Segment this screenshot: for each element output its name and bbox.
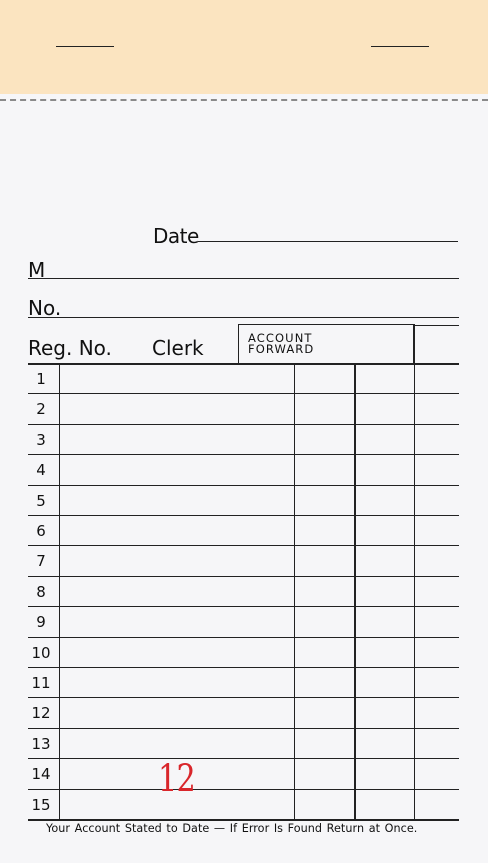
- row-rule: [28, 424, 459, 425]
- row-number: 14: [31, 765, 51, 784]
- account-forward-box: [238, 324, 414, 363]
- account-forward-label: ACCOUNT FORWARD: [248, 331, 315, 356]
- stamp-number: 12: [158, 757, 195, 800]
- row-rule: [28, 758, 459, 759]
- row-rule: [28, 454, 459, 455]
- header-rule: [28, 363, 459, 365]
- row-number: 15: [31, 795, 51, 814]
- row-rule: [28, 515, 459, 516]
- row-rule: [28, 545, 459, 546]
- no-label: No.: [28, 296, 62, 320]
- amount-column-rule: [294, 363, 295, 819]
- m-label: M: [28, 258, 46, 282]
- stub-line-right: [371, 46, 429, 47]
- row-rule: [28, 789, 459, 790]
- customer-field-line[interactable]: [28, 278, 459, 279]
- reg-column-rule: [59, 363, 60, 819]
- row-number: 3: [36, 430, 46, 449]
- row-number: 1: [36, 370, 46, 388]
- extra-column-rule: [414, 324, 415, 819]
- number-field-line[interactable]: [28, 317, 459, 318]
- cents-column-rule: [354, 363, 356, 819]
- row-number: 13: [31, 734, 51, 753]
- clerk-header: Clerk: [152, 336, 204, 360]
- row-number: 6: [36, 522, 46, 540]
- perforation-line: [0, 99, 488, 101]
- row-number: 12: [31, 704, 51, 723]
- row-rule: [28, 697, 459, 698]
- row-rule: [28, 667, 459, 668]
- row-rule: [28, 393, 459, 394]
- date-field-line[interactable]: [198, 241, 458, 242]
- header-right-top-line: [414, 325, 459, 326]
- row-number: 8: [36, 582, 46, 601]
- row-number: 5: [36, 491, 46, 510]
- row-number: 9: [36, 613, 46, 632]
- row-rule: [28, 728, 459, 729]
- reg-no-header: Reg. No.: [28, 336, 112, 360]
- row-number: 4: [36, 461, 46, 480]
- row-rule: [28, 637, 459, 638]
- row-number: 2: [36, 400, 46, 419]
- row-number: 10: [31, 643, 51, 662]
- row-rule: [28, 485, 459, 486]
- footer-notice: Your Account Stated to Date — If Error Is Found Return at Once.: [46, 822, 418, 835]
- stub-line-left: [56, 46, 114, 47]
- row-number: 7: [36, 552, 46, 571]
- row-rule: [28, 819, 459, 821]
- row-rule: [28, 576, 459, 577]
- row-number: 11: [31, 674, 51, 692]
- row-rule: [28, 606, 459, 607]
- date-label: Date: [153, 224, 199, 248]
- carbon-stub: [0, 0, 488, 94]
